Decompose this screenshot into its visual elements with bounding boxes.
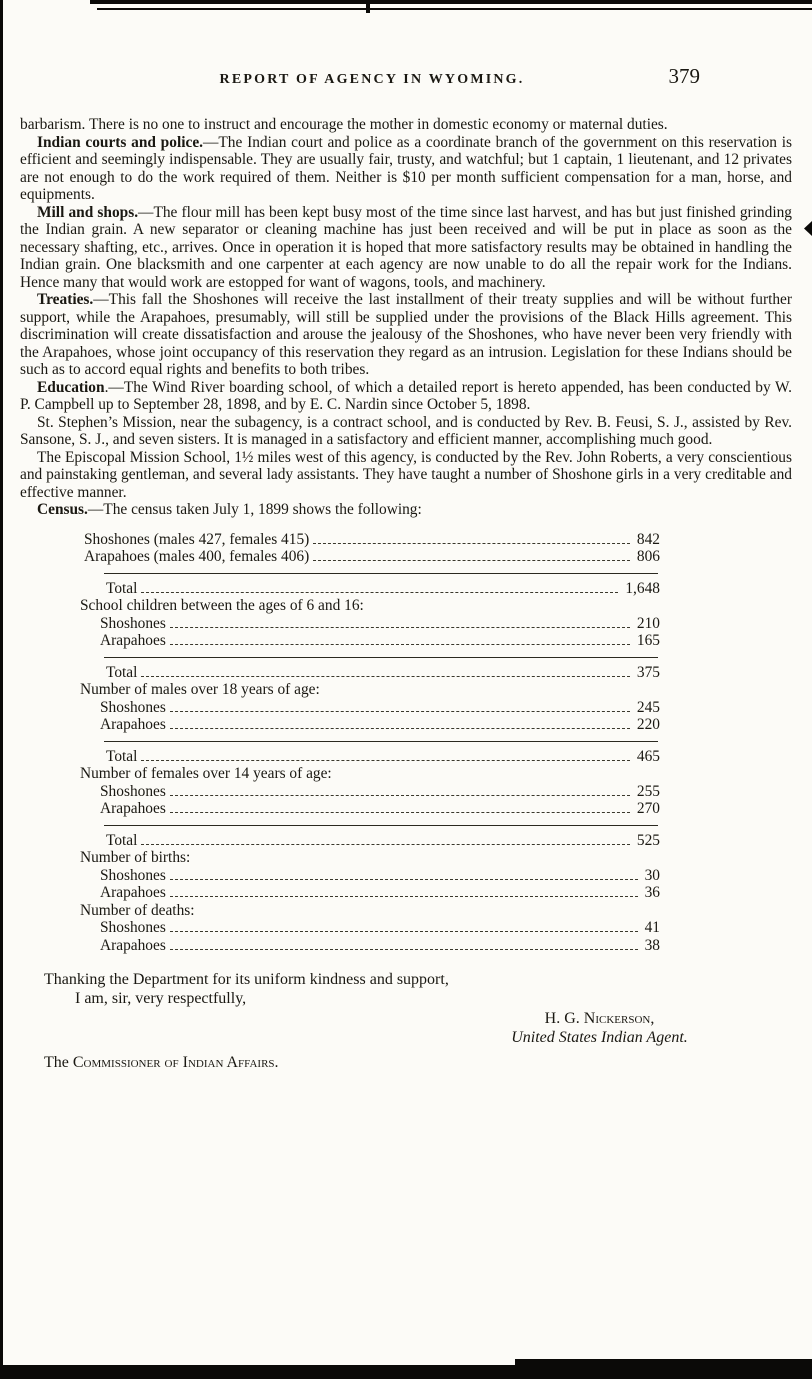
paragraph (20, 204, 792, 292)
census-row (80, 615, 660, 633)
census-row-value: 220 (636, 716, 660, 733)
addressee-line (44, 1053, 792, 1072)
census-row-label: Total (106, 831, 138, 849)
census-row (80, 867, 660, 885)
census-row-label: Number of births: (80, 849, 191, 866)
paragraph-text: St. Stephen’s Mission, near the subagency, is a contract school, and is conducted by Rev. B. Feusi, S. J., assisted by Rev. Sansone, S. J., and seven sisters. It is managed in a satisfactory and efficient manner, accomplishing much good. (20, 413, 792, 448)
closing-block (20, 970, 792, 1072)
census-total-row (80, 664, 660, 682)
sum-rule (80, 734, 660, 748)
census-row-label: Shoshones (100, 698, 166, 716)
census-section-header (80, 597, 660, 615)
census-row-label: Arapahoes (100, 936, 166, 954)
addressee-prefix: The (44, 1054, 69, 1071)
census-row-value: 245 (636, 698, 660, 716)
census-row-value: 525 (636, 831, 660, 849)
scan-artifact-right-mark (804, 221, 812, 236)
paragraph-lead: Indian courts and police. (37, 133, 204, 151)
paragraph (20, 379, 792, 414)
census-row-label: Number of females over 14 years of age: (80, 765, 332, 782)
dash-leader (170, 644, 630, 645)
census-row (80, 716, 660, 734)
census-row (80, 884, 660, 902)
signature-title: United States Indian Agent. (511, 1028, 688, 1046)
census-row-label: Arapahoes (100, 716, 166, 733)
dash-leader (170, 795, 630, 796)
scan-artifact-tick (366, 0, 370, 13)
dash-leader (170, 812, 630, 813)
census-row-value: 30 (644, 866, 660, 884)
census-row (80, 800, 660, 818)
census-total-row (80, 580, 660, 598)
running-head (20, 64, 792, 96)
paragraph-lead: Mill and shops. (37, 203, 139, 221)
census-row-value: 255 (636, 782, 660, 800)
scan-artifact-bottom-bar (0, 1365, 515, 1379)
dash-leader (170, 728, 630, 729)
census-row-value: 375 (636, 663, 660, 681)
dash-leader (170, 879, 638, 880)
paragraph (20, 116, 792, 134)
paragraph-text: —The flour mill has been kept busy most of the time since last harvest, and has but just finished grinding the Indian grain. A new separator or cleaning machine has just been received and will be put in place as soon as the necessary shafting, etc., arrives. Once in operation it is hoped that more satisfactory results may be obtained in handling the Indian grain. One blacksmith and one carpenter at each agency are now unable to do all the repair work for the Indians. Hence many that would work are estopped for want of wagons, tools, and machinery. (20, 203, 792, 291)
paragraph-text: —The Indian court and police as a coordinate branch of the government on this reservation is efficient and seemingly indispensable. They are usually fair, trusty, and watchful; but 1 captain, 1 lieutenant, and 12 privates are not enough to do the work required of them. Neither is $10 per month sufficient compensation for a man, horse, and equipments. (20, 133, 792, 203)
dash-leader (170, 949, 638, 950)
census-row-label: Total (106, 663, 138, 681)
dash-leader (141, 592, 618, 593)
census-row-value: 36 (644, 884, 660, 901)
dash-leader (170, 931, 638, 932)
census-row-value: 842 (636, 530, 660, 548)
census-section-header (80, 902, 660, 920)
census-row (80, 548, 660, 566)
census-row-value: 465 (636, 747, 660, 765)
dash-leader (141, 844, 630, 845)
census-row (80, 937, 660, 955)
signature-block (482, 1010, 717, 1047)
dash-leader (313, 560, 630, 561)
paragraph (20, 449, 792, 502)
dash-leader (141, 676, 630, 677)
census-row-label: Number of deaths: (80, 901, 195, 919)
census-row-label: Number of males over 18 years of age: (80, 681, 320, 698)
dash-leader (313, 543, 630, 544)
census-row (80, 919, 660, 937)
census-row (80, 632, 660, 650)
paragraph (20, 501, 792, 519)
census-row-label: Shoshones (100, 782, 166, 800)
closing-thanks: Thanking the Department for its uniform kindness and support, (44, 971, 449, 988)
census-total-row (80, 748, 660, 766)
page-content (20, 64, 792, 1072)
report-body (20, 116, 792, 519)
census-row-label: Shoshones (100, 614, 166, 632)
census-section-header (80, 849, 660, 867)
sum-rule (80, 818, 660, 832)
census-row (80, 699, 660, 717)
scan-artifact-top-line-2 (97, 8, 812, 10)
paragraph-text: —The census taken July 1, 1899 shows the following: (87, 501, 422, 518)
census-row-value: 38 (644, 936, 660, 954)
census-row-label: Total (106, 579, 138, 597)
page-number: 379 (668, 64, 700, 88)
census-row-label: Total (106, 747, 138, 765)
census-row-label: Arapahoes (100, 884, 166, 901)
census-row-label: Arapahoes (100, 632, 166, 649)
dash-leader (170, 711, 630, 712)
census-section-header (80, 681, 660, 699)
census-row-value: 806 (636, 548, 660, 565)
dash-leader (170, 896, 638, 897)
paragraph-text: .—The Wind River boarding school, of which a detailed report is hereto appended, has been conducted by W. P. Campbell up to September 28, 1898, and by E. C. Nardin since October 5, 1898. (20, 378, 792, 413)
census-row-label: Shoshones (males 427, females 415) (84, 530, 310, 548)
closing-salutation: I am, sir, very respectfully, (75, 990, 247, 1007)
paragraph (20, 134, 792, 204)
paragraph-text: The Episcopal Mission School, 1½ miles west of this agency, is conducted by the Rev. John Roberts, a very conscientious and painstaking gentleman, and several lady assistants. They have taught a number of Shoshone girls in a very creditable and effective manner. (20, 448, 792, 501)
addressee-name: Commissioner of Indian Affairs. (72, 1054, 279, 1071)
census-total-row (80, 832, 660, 850)
census-row-label: Shoshones (100, 919, 166, 936)
census-row-label: Arapahoes (100, 800, 166, 817)
paragraph-lead: Treaties. (37, 291, 94, 308)
census-row-value: 210 (636, 614, 660, 632)
scan-artifact-top-line (90, 0, 812, 4)
sum-rule (80, 566, 660, 580)
signature-name: H. G. Nickerson, (544, 1010, 655, 1027)
paragraph-text: barbarism. There is no one to instruct and encourage the mother in domestic economy or maternal duties. (20, 116, 668, 133)
census-row-value: 270 (636, 800, 660, 817)
census-row (80, 531, 660, 549)
paragraph (20, 414, 792, 449)
census-row-label: School children between the ages of 6 and 16: (80, 597, 364, 614)
census-row-value: 1,648 (625, 579, 660, 597)
paragraph-text: —This fall the Shoshones will receive the last installment of their treaty supplies and will be without further support, while the Arapahoes, presumably, will still be supplied under the provisions of the Black Hills agreement. This discrimination will create dissatisfaction and arouse the jealousy of the Shoshones, who have never been very friendly with the Arapahoes, whose joint occupancy of this reservation they regard as an intrusion. Legislation for these Indians should be such as to accord equal rights and benefits to both tribes. (20, 291, 792, 378)
census-row-value: 41 (644, 919, 660, 936)
dash-leader (170, 627, 630, 628)
paragraph (20, 291, 792, 379)
scan-artifact-left-edge (0, 0, 3, 1379)
census-row (80, 783, 660, 801)
census-row-value: 165 (636, 632, 660, 649)
paragraph-lead: Census. (37, 501, 88, 518)
census-section-header (80, 765, 660, 783)
paragraph-lead: Education (37, 378, 105, 396)
dash-leader (141, 760, 630, 761)
census-table (80, 531, 660, 955)
census-row-label: Shoshones (100, 866, 166, 884)
census-row-label: Arapahoes (males 400, females 406) (84, 548, 310, 565)
sum-rule (80, 650, 660, 664)
scan-artifact-bottom-bar-2 (515, 1359, 812, 1379)
page-title: REPORT OF AGENCY IN WYOMING. (219, 72, 525, 87)
